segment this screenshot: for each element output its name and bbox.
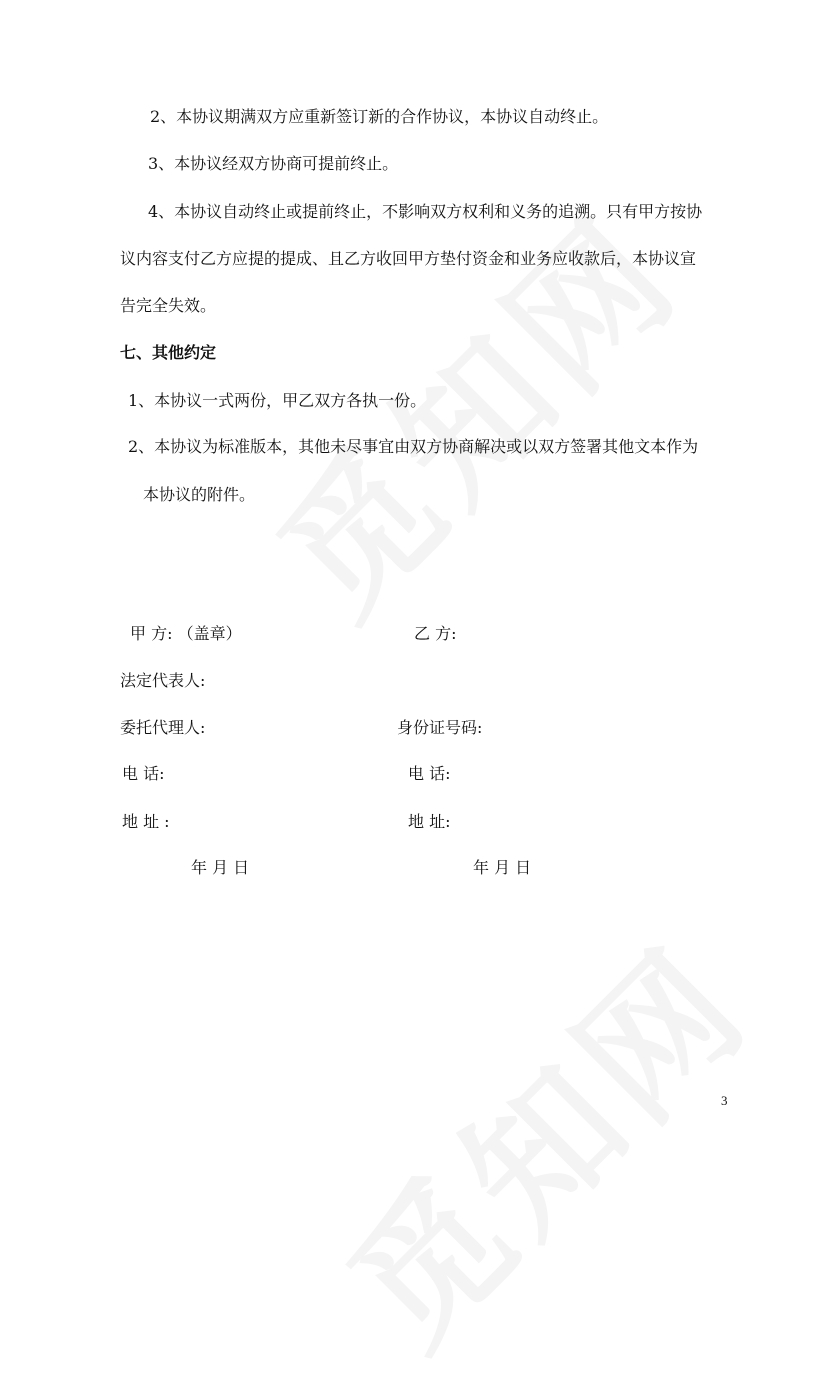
section-7-item-2-line-1: 2、本协议为标准版本，其他未尽事宜由双方协商解决或以双方签署其他文本作为 (128, 437, 699, 456)
agent-label: 委托代理人: (120, 718, 206, 737)
section-7-item-1: 1、本协议一式两份，甲乙双方各执一份。 (128, 391, 427, 410)
address-b-label: 地 址: (408, 812, 451, 831)
clause-item-3: 3、本协议经双方协商可提前终止。 (148, 154, 399, 173)
legal-representative-label: 法定代表人: (120, 671, 206, 690)
party-a-label: 甲 方: （盖章） (130, 624, 242, 643)
watermark-bottom (294, 892, 786, 1384)
clause-item-4-line-3: 告完全失效。 (120, 296, 217, 315)
date-a-label: 年 月 日 (191, 858, 250, 877)
page-number: 3 (721, 1093, 728, 1108)
section-7-heading: 七、其他约定 (120, 343, 217, 362)
party-b-label: 乙 方: (414, 624, 457, 643)
id-number-label: 身份证号码: (397, 718, 483, 737)
clause-item-4-line-2: 议内容支付乙方应提的提成、且乙方收回甲方垫付资金和业务应收款后，本协议宣 (120, 249, 697, 268)
address-a-label: 地 址 : (122, 812, 170, 831)
section-7-item-2-line-2: 本协议的附件。 (143, 485, 256, 504)
clause-item-2: 2、本协议期满双方应重新签订新的合作协议，本协议自动终止。 (150, 107, 609, 126)
clause-item-4-line-1: 4、本协议自动终止或提前终止，不影响双方权利和义务的追溯。只有甲方按协 (148, 202, 703, 221)
phone-a-label: 电 话: (122, 764, 165, 783)
phone-b-label: 电 话: (408, 764, 451, 783)
date-b-label: 年 月 日 (473, 858, 532, 877)
